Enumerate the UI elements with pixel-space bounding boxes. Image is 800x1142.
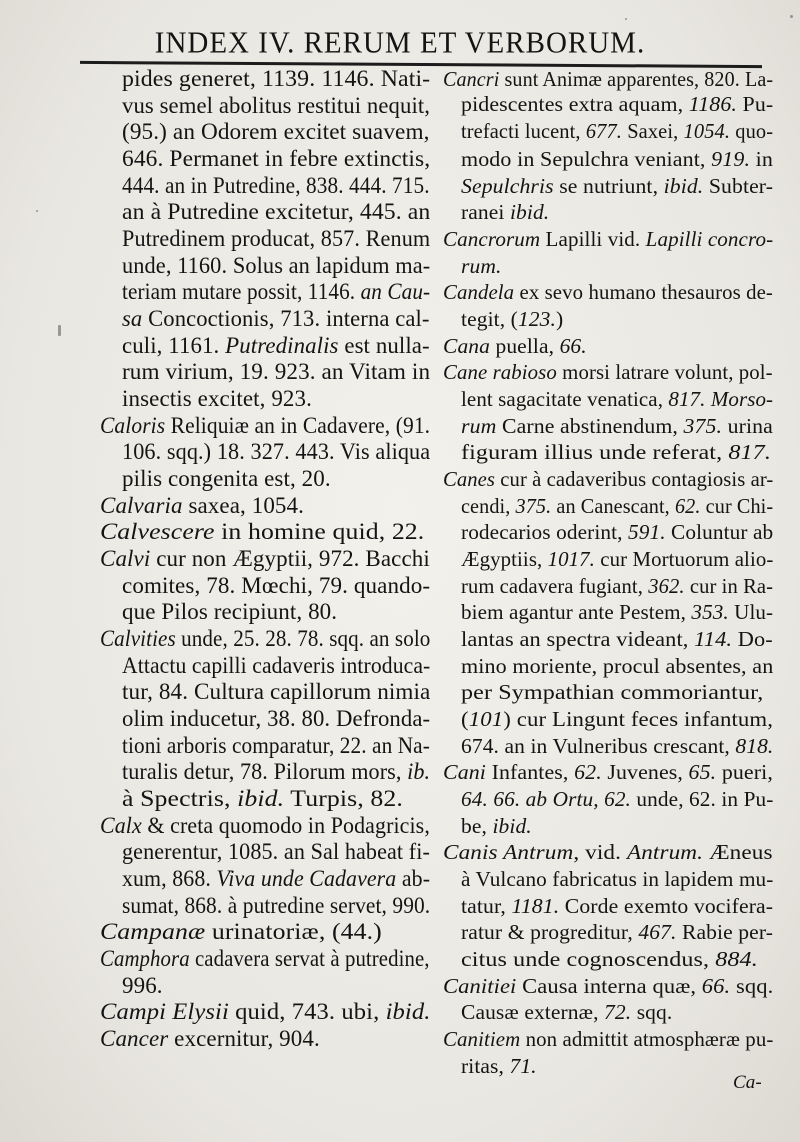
index-line: Caloris Reliquiæ an in Cadavere, (91.: [100, 413, 431, 438]
index-line: Calx & creta quomodo in Podagricis,: [100, 813, 430, 838]
index-line: cendi, 375. an Canescant, 62. cur Chi-: [461, 494, 774, 518]
index-line: Attactu capilli cadaveris introduca-: [122, 653, 431, 678]
index-line: Calvi cur non Ægyptii, 972. Bacchi: [100, 546, 430, 571]
ink-speck: [625, 18, 627, 20]
index-line: rum cadavera fugiant, 362. cur in Ra-: [461, 574, 774, 598]
index-line: ritas, 71.: [461, 1054, 537, 1078]
index-line: Canis Antrum, vid. Antrum. Æneus: [443, 840, 773, 864]
index-line: biem agantur ante Pestem, 353. Ulu-: [461, 600, 774, 624]
index-line: insectis excitet, 923.: [122, 386, 312, 411]
index-line: an à Putredine excitetur, 445. an: [122, 199, 431, 224]
index-line: à Vulcano fabricatus in lapidem mu-: [461, 867, 774, 891]
index-line: Cana puella, 66.: [443, 334, 587, 358]
index-line: 106. sqq.) 18. 327. 443. Vis aliqua: [122, 439, 431, 464]
index-line: Putredinem producat, 857. Renum: [122, 226, 431, 251]
index-line: rum.: [461, 254, 502, 278]
index-line: Sepulchris se nutriunt, ibid. Subter-: [461, 174, 774, 198]
index-line: xum, 868. Viva unde Cadavera ab-: [122, 866, 431, 891]
index-line: lent sagacitate venatica, 817. Morso-: [461, 387, 774, 411]
index-line: lantas an spectra videant, 114. Do-: [461, 627, 773, 651]
index-line: figuram illius unde referat, 817.: [461, 440, 771, 464]
index-line: Campanæ urinatoriæ, (44.): [100, 919, 382, 944]
index-line: (101) cur Lingunt feces infantum,: [461, 707, 774, 731]
index-line: ranei ibid.: [461, 200, 550, 224]
index-line: vus semel abolitus restitui nequit,: [122, 93, 431, 118]
index-line: tegit, (123.): [461, 307, 564, 331]
index-line: Causæ externæ, 72. sqq.: [461, 1000, 673, 1024]
index-line: generentur, 1085. an Sal habeat fi-: [122, 839, 430, 864]
index-line: Ægyptiis, 1017. cur Mortuorum alio-: [461, 547, 774, 571]
index-line: Cancri sunt Animæ apparentes, 820. La-: [443, 67, 774, 91]
index-line: Calvities unde, 25. 28. 78. sqq. an solo: [100, 626, 431, 651]
index-line: mino moriente, procul absentes, an: [461, 654, 774, 678]
index-line: teriam mutare possit, 1146. an Cau-: [122, 279, 431, 304]
index-line: Ca-: [733, 1072, 762, 1093]
index-line: rum Carne abstinendum, 375. urina: [461, 414, 773, 438]
ink-speck: [790, 15, 793, 18]
index-line: sumat, 868. à putredine servet, 990.: [122, 893, 431, 918]
index-line: ratur & progreditur, 467. Rabie per-: [461, 920, 773, 944]
index-line: Canitiem non admittit atmosphæræ pu-: [443, 1027, 774, 1051]
index-line: olim inducetur, 38. 80. Defronda-: [122, 706, 431, 731]
index-line: 646. Permanet in febre extinctis,: [122, 146, 431, 171]
index-line: sa Concoctionis, 713. interna cal-: [122, 306, 430, 331]
index-line: à Spectris, ibid. Turpis, 82.: [122, 786, 403, 811]
index-line: rum virium, 19. 923. an Vitam in: [122, 359, 431, 384]
index-line: pides generet, 1139. 1146. Nati-: [122, 66, 431, 91]
index-line: tatur, 1181. Corde exemto vocifera-: [461, 894, 774, 918]
index-line: 64. 66. ab Ortu, 62. unde, 62. in Pu-: [461, 787, 774, 811]
index-line: be, ibid.: [461, 814, 532, 838]
index-line: turalis detur, 78. Pilorum mors, ib.: [122, 759, 431, 784]
index-line: pilis congenita est, 20.: [122, 466, 331, 491]
index-line: unde, 1160. Solus an lapidum ma-: [122, 253, 431, 278]
page-header: INDEX IV. RERUM ET VERBORUM.: [154, 26, 646, 60]
index-line: Canitiei Causa interna quæ, 66. sqq.: [443, 974, 774, 998]
index-line: Cani Infantes, 62. Juvenes, 65. pueri,: [443, 760, 773, 784]
index-line: comites, 78. Mœchi, 79. quando-: [122, 573, 431, 598]
index-line: tioni arboris comparatur, 22. an Na-: [122, 733, 430, 758]
index-line: Candela ex sevo humano thesauros de-: [443, 280, 773, 304]
index-line: Camphora cadavera servat à putredine,: [100, 946, 430, 971]
index-line: pidescentes extra aquam, 1186. Pu-: [461, 92, 774, 116]
index-line: trefacti lucent, 677. Saxei, 1054. quo-: [461, 119, 774, 143]
index-line: que Pilos recipiunt, 80.: [122, 599, 338, 624]
index-line: modo in Sepulchra veniant, 919. in: [461, 147, 773, 171]
index-line: tur, 84. Cultura capillorum nimia: [122, 679, 431, 704]
ink-speck: [36, 210, 38, 212]
index-line: Canes cur à cadaveribus contagiosis ar-: [443, 467, 774, 491]
index-line: rodecarios oderint, 591. Coluntur ab: [461, 520, 774, 544]
index-line: Cancrorum Lapilli vid. Lapilli concro-: [443, 227, 774, 251]
index-line: Cancer excernitur, 904.: [100, 1026, 320, 1051]
index-line: 674. an in Vulneribus crescant, 818.: [461, 734, 774, 758]
index-line: 444. an in Putredine, 838. 444. 715.: [122, 173, 430, 198]
index-line: citus unde cognoscendus, 884.: [461, 947, 758, 971]
index-line: culi, 1161. Putredinalis est nulla-: [122, 333, 430, 358]
index-line: Cane rabioso morsi latrare volunt, pol-: [443, 360, 773, 384]
index-line: Calvaria saxea, 1054.: [100, 493, 304, 518]
index-line: Calvescere in homine quid, 22.: [100, 519, 425, 544]
index-line: 996.: [122, 973, 163, 998]
index-line: Campi Elysii quid, 743. ubi, ibid.: [100, 999, 431, 1024]
ink-speck: [58, 325, 61, 336]
index-line: (95.) an Odorem excitet suavem,: [122, 119, 430, 144]
index-line: per Sympathian commoriantur,: [461, 680, 764, 704]
